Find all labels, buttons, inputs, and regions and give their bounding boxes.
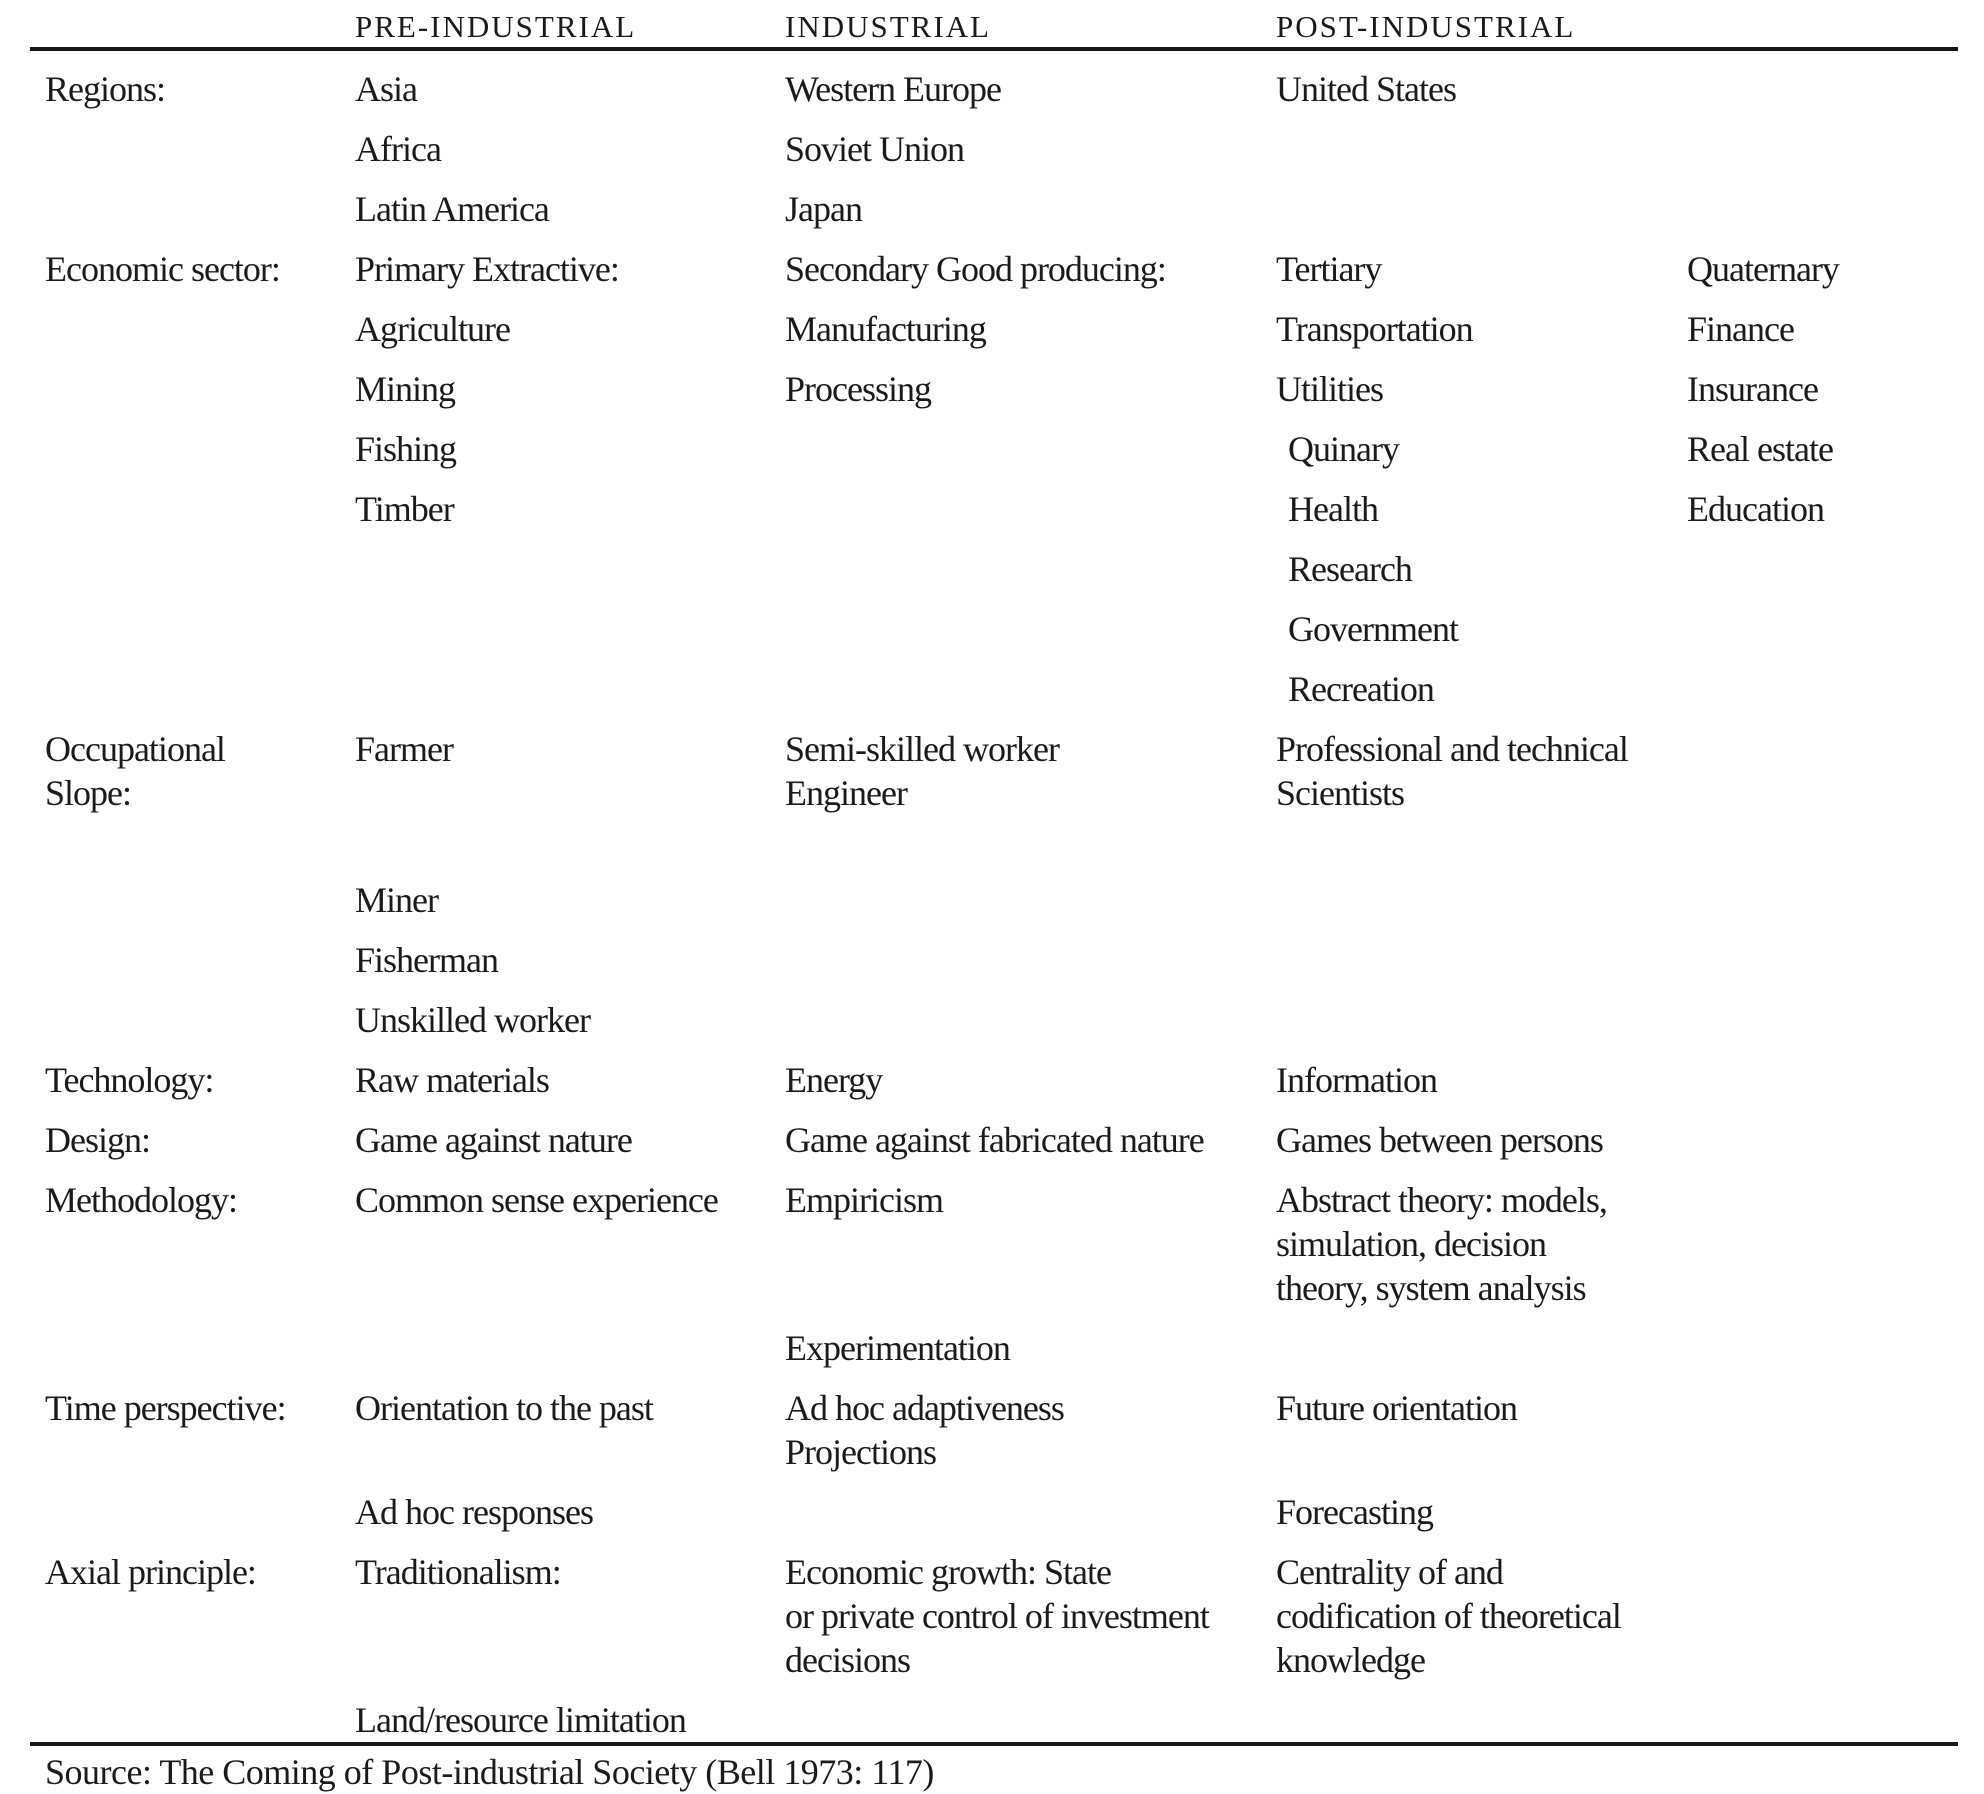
table-row xyxy=(0,247,1984,307)
table-cell: Empiricism xyxy=(785,1180,943,1220)
table-row xyxy=(0,367,1984,427)
table-cell: Experimentation xyxy=(785,1328,1010,1368)
table-cell: Fishing xyxy=(355,429,457,469)
table-cell: Fisherman xyxy=(355,940,498,980)
table-row xyxy=(0,1594,1984,1638)
row-label: Time perspective: xyxy=(45,1388,286,1428)
table-cell: Secondary Good producing: xyxy=(785,249,1166,289)
row-label: Slope: xyxy=(45,773,132,813)
table-cell: Health xyxy=(1288,489,1378,529)
table-cell: Manufacturing xyxy=(785,309,986,349)
table-cell: knowledge xyxy=(1276,1640,1425,1680)
table-row xyxy=(0,1638,1984,1698)
table-header-row xyxy=(0,5,1984,47)
table-cell: Processing xyxy=(785,369,931,409)
table-cell: Game against fabricated nature xyxy=(785,1120,1204,1160)
table-cell: Mining xyxy=(355,369,456,409)
table-cell: Energy xyxy=(785,1060,883,1100)
table-cell: Engineer xyxy=(785,773,907,813)
table-cell: Transportation xyxy=(1276,309,1473,349)
table-cell: Insurance xyxy=(1687,369,1818,409)
table-row xyxy=(0,1326,1984,1386)
table-cell: Raw materials xyxy=(355,1060,549,1100)
table-cell: Land/resource limitation xyxy=(355,1700,686,1740)
table-cell: Game against nature xyxy=(355,1120,632,1160)
table-body xyxy=(0,67,1984,1742)
row-label: Axial principle: xyxy=(45,1552,256,1592)
table-row xyxy=(0,878,1984,938)
table-row xyxy=(0,607,1984,667)
table-cell: Future orientation xyxy=(1276,1388,1517,1428)
table-cell: Centrality of and xyxy=(1276,1552,1503,1592)
table-cell: Economic growth: State xyxy=(785,1552,1111,1592)
column-header: INDUSTRIAL xyxy=(785,9,991,44)
table-cell: Timber xyxy=(355,489,454,529)
row-label: Economic sector: xyxy=(45,249,280,289)
table-cell: theory, system analysis xyxy=(1276,1268,1586,1308)
table-cell: Traditionalism: xyxy=(355,1552,561,1592)
table-cell: Education xyxy=(1687,489,1824,529)
table-cell: United States xyxy=(1276,69,1456,109)
table-row xyxy=(0,1550,1984,1594)
table-cell: Ad hoc adaptiveness xyxy=(785,1388,1064,1428)
table-row xyxy=(0,427,1984,487)
table-row xyxy=(0,1266,1984,1326)
table-cell: Africa xyxy=(355,129,441,169)
table-cell: Orientation to the past xyxy=(355,1388,653,1428)
column-header: PRE-INDUSTRIAL xyxy=(355,9,637,44)
table-cell: codification of theoretical xyxy=(1276,1596,1621,1636)
table-cell: Abstract theory: models, xyxy=(1276,1180,1607,1220)
spacer-row xyxy=(0,815,1984,878)
table-cell: Agriculture xyxy=(355,309,510,349)
table-cell: Primary Extractive: xyxy=(355,249,619,289)
table-row xyxy=(0,771,1984,815)
bottom-rule xyxy=(30,1742,1958,1746)
table-row xyxy=(0,1430,1984,1490)
table-cell: Quinary xyxy=(1288,429,1399,469)
table-row xyxy=(0,1490,1984,1550)
table-row xyxy=(0,727,1984,771)
table-cell: Government xyxy=(1288,609,1458,649)
table-cell: Tertiary xyxy=(1276,249,1382,289)
table-row xyxy=(0,938,1984,998)
table-cell: Japan xyxy=(785,189,862,229)
table-cell: Western Europe xyxy=(785,69,1002,109)
table-cell: Recreation xyxy=(1288,669,1434,709)
source-caption: Source: The Coming of Post-industrial Society (Bell 1973: 117) xyxy=(45,1752,934,1792)
table-cell: simulation, decision xyxy=(1276,1224,1546,1264)
table-row xyxy=(0,1178,1984,1222)
table-cell: Miner xyxy=(355,880,438,920)
table-cell: Soviet Union xyxy=(785,129,965,169)
table-cell: Ad hoc responses xyxy=(355,1492,593,1532)
row-label: Regions: xyxy=(45,69,166,109)
table-cell: Scientists xyxy=(1276,773,1405,813)
table-row xyxy=(0,187,1984,247)
row-label: Technology: xyxy=(45,1060,214,1100)
table-cell: Unskilled worker xyxy=(355,1000,590,1040)
table-cell: Common sense experience xyxy=(355,1180,718,1220)
table-row xyxy=(0,487,1984,547)
table-cell: Professional and technical xyxy=(1276,729,1628,769)
row-label: Methodology: xyxy=(45,1180,237,1220)
table-row xyxy=(0,67,1984,127)
table-cell: Games between persons xyxy=(1276,1120,1603,1160)
table-row xyxy=(0,1058,1984,1118)
table-row xyxy=(0,1118,1984,1178)
table-cell: Farmer xyxy=(355,729,453,769)
table-cell: Asia xyxy=(355,69,417,109)
table-cell: Forecasting xyxy=(1276,1492,1433,1532)
table-row xyxy=(0,307,1984,367)
table-cell: Research xyxy=(1288,549,1412,589)
row-label: Occupational xyxy=(45,729,225,769)
table-row xyxy=(0,547,1984,607)
column-header: POST-INDUSTRIAL xyxy=(1276,9,1576,44)
table-row xyxy=(0,127,1984,187)
table-cell: Projections xyxy=(785,1432,936,1472)
table-cell: Information xyxy=(1276,1060,1437,1100)
row-label: Design: xyxy=(45,1120,150,1160)
table-cell: Real estate xyxy=(1687,429,1833,469)
table-cell: Latin America xyxy=(355,189,549,229)
table-cell: Finance xyxy=(1687,309,1794,349)
table-row xyxy=(0,998,1984,1058)
table-row xyxy=(0,1222,1984,1266)
table-cell: Quaternary xyxy=(1687,249,1839,289)
table-row xyxy=(0,1698,1984,1742)
table-row xyxy=(0,667,1984,727)
table-cell: decisions xyxy=(785,1640,910,1680)
table-cell: or private control of investment xyxy=(785,1596,1209,1636)
table-row xyxy=(0,1386,1984,1430)
table-cell: Semi-skilled worker xyxy=(785,729,1059,769)
table-cell: Utilities xyxy=(1276,369,1383,409)
